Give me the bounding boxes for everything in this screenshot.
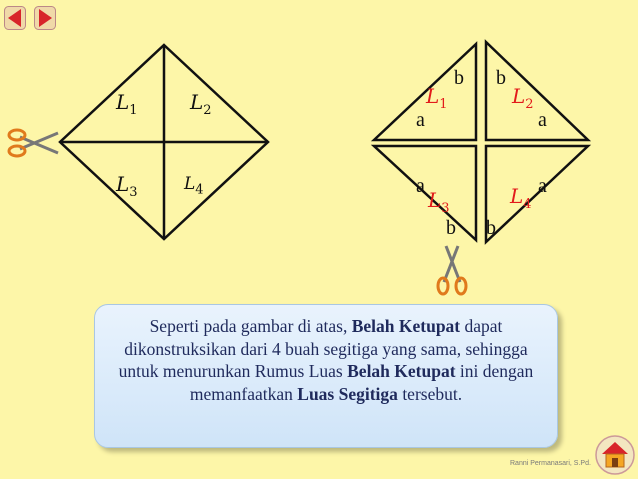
side-a-upper-left: a (416, 109, 425, 131)
home-button[interactable] (594, 434, 636, 476)
right-label-l3: $L_3$ (428, 188, 450, 216)
left-label-l1: $L_1$ (116, 90, 138, 118)
scissors-icon (438, 246, 466, 294)
right-label-l1: $L_1$ (426, 84, 448, 112)
right-label-l2: $L_2$ (512, 84, 534, 112)
side-a-lower-left: a (416, 175, 425, 197)
right-separated-triangles (374, 42, 588, 242)
side-b-bottom-right: b (486, 217, 496, 239)
left-label-l4: $L_4$ (184, 174, 204, 198)
side-b-bottom-left: b (446, 217, 456, 239)
left-label-l2: $L_2$ (190, 90, 212, 118)
author-credit: Ranni Permanasari, S.Pd. (510, 460, 591, 467)
side-b-top-left: b (454, 67, 464, 89)
scissors-icon (9, 130, 58, 156)
side-a-lower-right: a (538, 175, 547, 197)
side-a-upper-right: a (538, 109, 547, 131)
explanation-textbox: Seperti pada gambar di atas, Belah Ketupat dapat dikonstruksikan dari 4 buah segitiga yang sama, sehingga untuk menurunkan Rumus Luas Belah Ketupat ini dengan memanfaatkan Luas Segitiga tersebut. (94, 304, 558, 448)
left-label-l3: $L_3$ (116, 172, 138, 200)
left-rhombus (60, 45, 268, 239)
side-b-top-right: b (496, 67, 506, 89)
right-label-l4: $L_4$ (510, 184, 532, 212)
